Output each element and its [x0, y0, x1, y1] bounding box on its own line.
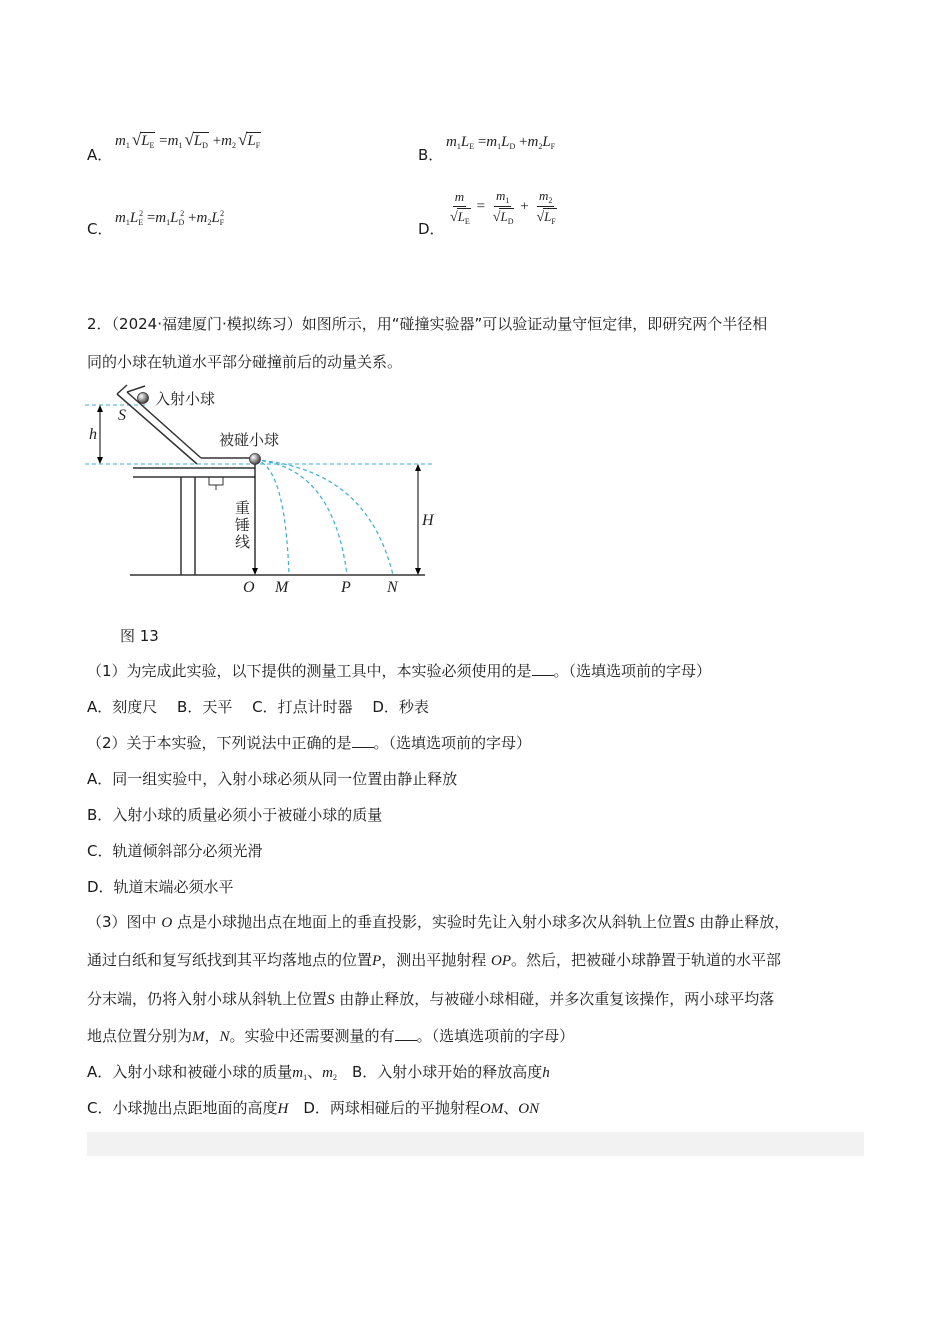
answer-blank-3[interactable]	[395, 1026, 417, 1041]
figure-caption: 图 13	[120, 627, 159, 645]
target-ball	[250, 454, 261, 465]
label-plumb-2: 锤	[235, 516, 251, 534]
option-a-label: A．	[87, 146, 113, 164]
part3-options-ab: A．入射小球和被碰小球的质量$m_1$、$m_2$ B．入射小球开始的释放高度h	[87, 1063, 550, 1082]
label-target-ball: 被碰小球	[219, 431, 280, 449]
part3-line4: 地点位置分别为M，N。实验中还需要测量的有 。（选填选项前的字母）	[87, 1027, 575, 1045]
part1-question: （1）为完成此实验，以下提供的测量工具中，本实验必须使用的是 。（选填选项前的字母）	[87, 662, 712, 680]
part2-option-a: A．同一组实验中，入射小球必须从同一位置由静止释放	[87, 770, 458, 788]
label-plumb-3: 线	[235, 533, 251, 551]
part3-line1: （3）图中 O 点是小球抛出点在地面上的垂直投影，实验时先让入射小球多次从斜轨上位置S 由静止释放，	[87, 913, 790, 931]
option-d-label: D．	[418, 220, 445, 238]
option-b-label: B．	[418, 146, 444, 164]
question-2-stem-line2: 同的小球在轨道水平部分碰撞前后的动量关系。	[87, 353, 403, 371]
part2-question: （2）关于本实验，下列说法中正确的是 。（选填选项前的字母）	[87, 734, 532, 752]
collision-apparatus-figure	[85, 382, 445, 597]
option-d-formula: $\frac{m}{√L_E}$ = $\frac{m_1}{√L_D}$ + $\frac{m_2}{√L_F}$	[450, 188, 556, 226]
option-c-formula: $m_1L_E^2 =m_1L_D^2 +m_2L_F^2$	[115, 209, 225, 227]
option-a-formula: $m_1$ $√L_E =m_1$ $√L_D +m_2$ $√L_F$	[115, 130, 261, 150]
option-b-formula: $m_1L_E =m_1L_D +m_2L_F$	[446, 134, 556, 151]
label-O: O	[243, 579, 255, 596]
label-plumb-1: 重	[235, 499, 251, 517]
answer-blank-2[interactable]	[352, 733, 374, 748]
part1-options: A．刻度尺 B．天平 C．打点计时器 D．秒表	[87, 698, 429, 716]
part2-option-b: B．入射小球的质量必须小于被碰小球的质量	[87, 806, 383, 824]
part2-option-d: D．轨道末端必须水平	[87, 878, 234, 896]
label-incident-ball: 入射小球	[155, 390, 216, 408]
question-number: 2．	[87, 315, 112, 333]
part3-options-cd: C．小球抛出点距地面的高度H D．两球相碰后的平抛射程OM、ON	[87, 1099, 540, 1117]
part3-line3: 分末端，仍将入射小球从斜轨上位置S 由静止释放，与被碰小球相碰，并多次重复该操作，两小球平均落	[87, 990, 775, 1008]
incident-ball	[138, 393, 149, 404]
label-P: P	[341, 579, 351, 596]
question-source: （2024·福建厦门·模拟练习）	[111, 315, 302, 333]
label-N: N	[387, 579, 398, 596]
label-M: M	[275, 579, 289, 596]
part3-line2: 通过白纸和复写纸找到其平均落地点的位置P，测出平抛射程 OP。然后，把被碰小球静置于轨道的水平部	[87, 951, 781, 969]
part2-option-c: C．轨道倾斜部分必须光滑	[87, 842, 263, 860]
question-2-stem-line1: 2．（2024·福建厦门·模拟练习）如图所示，用“碰撞实验器”可以验证动量守恒定律，即研究两个半径相	[87, 315, 768, 333]
label-H: H	[422, 512, 434, 529]
answer-area-bar	[87, 1132, 864, 1156]
option-c-label: C．	[87, 220, 113, 238]
label-S: S	[118, 407, 126, 424]
answer-blank-1[interactable]	[532, 661, 554, 676]
label-h: h	[89, 426, 97, 443]
